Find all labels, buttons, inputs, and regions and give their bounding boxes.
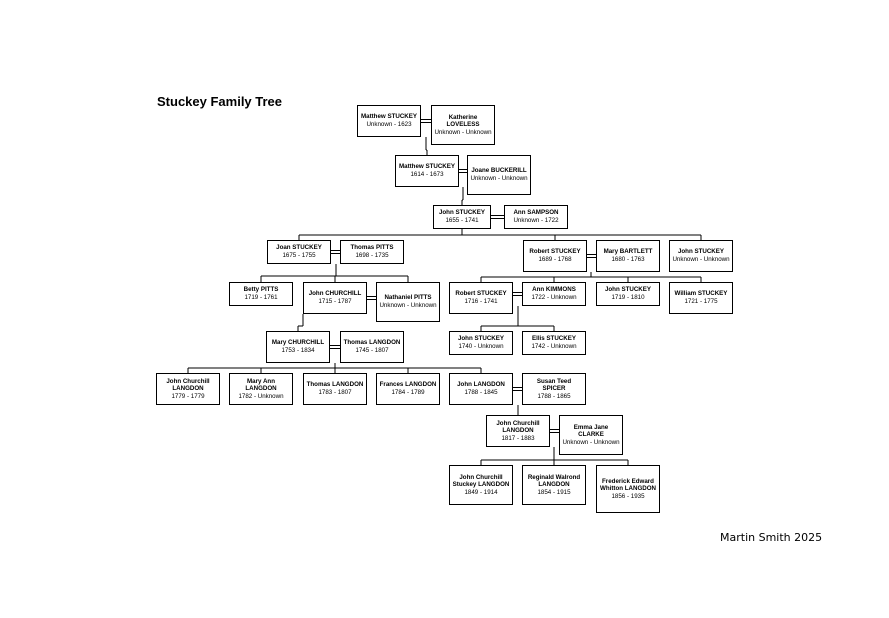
person-box	[559, 415, 623, 455]
person-box	[340, 331, 404, 363]
person-dates: 1788 - 1845	[464, 389, 498, 396]
person-name: Thomas LANGDON	[343, 339, 401, 347]
person-dates: 1719 - 1761	[244, 294, 278, 301]
person-name: John STUCKEY	[677, 248, 725, 256]
person-dates: Unknown - 1722	[513, 217, 559, 224]
person-box	[433, 205, 491, 229]
person-name: Matthew STUCKEY	[360, 113, 418, 121]
person-name: Mary CHURCHILL	[271, 339, 325, 347]
person-dates: 1742 - Unknown	[531, 343, 577, 350]
person-name: Mary BARTLETT	[603, 248, 653, 256]
person-dates: 1698 - 1735	[355, 252, 389, 259]
person-name: Katherine LOVELESS	[446, 113, 480, 129]
person-box	[303, 373, 367, 405]
person-dates: 1740 - Unknown	[458, 343, 504, 350]
person-box	[357, 105, 421, 137]
person-name: Matthew STUCKEY	[398, 163, 456, 171]
person-dates: 1854 - 1915	[537, 488, 571, 496]
person-dates: 1675 - 1755	[282, 252, 316, 259]
person-name: Susan Teed SPICER	[536, 377, 572, 393]
person-dates: 1817 - 1883	[501, 434, 535, 442]
person-dates: 1849 - 1914	[464, 488, 498, 496]
person-box	[486, 415, 550, 447]
person-box	[669, 282, 733, 314]
person-box	[596, 282, 660, 306]
person-box	[522, 331, 586, 355]
person-box	[596, 465, 660, 513]
person-dates: 1716 - 1741	[464, 298, 498, 305]
person-box	[376, 373, 440, 405]
person-box	[504, 205, 568, 229]
person-name: John LANGDON	[457, 381, 505, 389]
person-name: Betty PITTS	[243, 286, 279, 294]
person-box	[467, 155, 531, 195]
person-box	[449, 465, 513, 505]
person-dates: 1753 - 1834	[281, 347, 315, 354]
person-dates: 1856 - 1935	[611, 492, 645, 500]
person-dates: Unknown - Unknown	[379, 302, 437, 309]
person-name: John Churchill Stuckey LANGDON	[452, 473, 510, 489]
person-box	[449, 373, 513, 405]
person-name: John STUCKEY	[604, 286, 652, 294]
person-box	[395, 155, 459, 187]
person-box	[267, 240, 331, 264]
person-name: Thomas PITTS	[350, 244, 394, 252]
person-box	[229, 282, 293, 306]
person-dates: 1782 - Unknown	[238, 392, 284, 400]
person-dates: 1784 - 1789	[391, 389, 425, 396]
person-dates: 1783 - 1807	[318, 389, 352, 396]
person-dates: 1722 - Unknown	[531, 294, 577, 301]
person-box	[522, 465, 586, 505]
person-box	[449, 282, 513, 314]
person-box	[340, 240, 404, 264]
person-dates: Unknown - Unknown	[470, 175, 528, 182]
person-box	[156, 373, 220, 405]
person-name: Ann SAMPSON	[513, 209, 559, 217]
person-name: Frederick Edward Whitton LANGDON	[599, 477, 657, 493]
person-box	[303, 282, 367, 314]
person-name: Reginald Walrond LANGDON	[527, 473, 581, 489]
person-box	[522, 373, 586, 405]
author-credit: Martin Smith 2025	[720, 531, 823, 544]
person-dates: 1715 - 1787	[318, 298, 352, 305]
person-dates: 1689 - 1768	[538, 256, 572, 263]
person-dates: 1614 - 1673	[410, 171, 444, 178]
person-name: Emma Jane CLARKE	[573, 423, 609, 439]
person-name: Frances LANGDON	[379, 381, 437, 389]
person-name: Robert STUCKEY	[529, 248, 581, 256]
person-dates: Unknown - 1623	[366, 121, 412, 128]
person-box	[229, 373, 293, 405]
person-dates: 1655 - 1741	[445, 217, 479, 224]
person-name: John CHURCHILL	[308, 290, 362, 298]
person-dates: Unknown - Unknown	[562, 438, 620, 446]
person-dates: Unknown - Unknown	[434, 128, 492, 136]
person-dates: 1719 - 1810	[611, 294, 645, 301]
person-box	[522, 282, 586, 306]
person-name: Ellis STUCKEY	[531, 335, 576, 343]
person-dates: 1745 - 1807	[355, 347, 389, 354]
person-name: Joan STUCKEY	[276, 244, 322, 252]
person-name: Thomas LANGDON	[306, 381, 364, 389]
person-name: Robert STUCKEY	[455, 290, 507, 298]
person-name: John Churchill LANGDON	[166, 377, 210, 393]
person-name: Joane BUCKERILL	[471, 167, 527, 175]
person-box	[596, 240, 660, 272]
person-name: John STUCKEY	[457, 335, 505, 343]
person-dates: 1779 - 1779	[171, 392, 205, 400]
person-name: Nathaniel PITTS	[384, 294, 432, 302]
person-box	[376, 282, 440, 322]
person-box	[431, 105, 495, 145]
person-box	[523, 240, 587, 272]
person-box	[449, 331, 513, 355]
person-name: John STUCKEY	[438, 209, 486, 217]
person-dates: Unknown - Unknown	[672, 256, 730, 263]
person-dates: 1721 - 1775	[684, 298, 718, 305]
person-name: Mary Ann LANGDON	[245, 377, 277, 393]
person-dates: 1788 - 1865	[537, 392, 571, 400]
page-title: Stuckey Family Tree	[157, 94, 283, 109]
person-dates: 1680 - 1763	[611, 256, 645, 263]
person-name: William STUCKEY	[674, 290, 728, 298]
person-box	[266, 331, 330, 363]
person-box	[669, 240, 733, 272]
person-name: Ann KIMMONS	[532, 286, 576, 294]
person-name: John Churchill LANGDON	[496, 419, 540, 435]
